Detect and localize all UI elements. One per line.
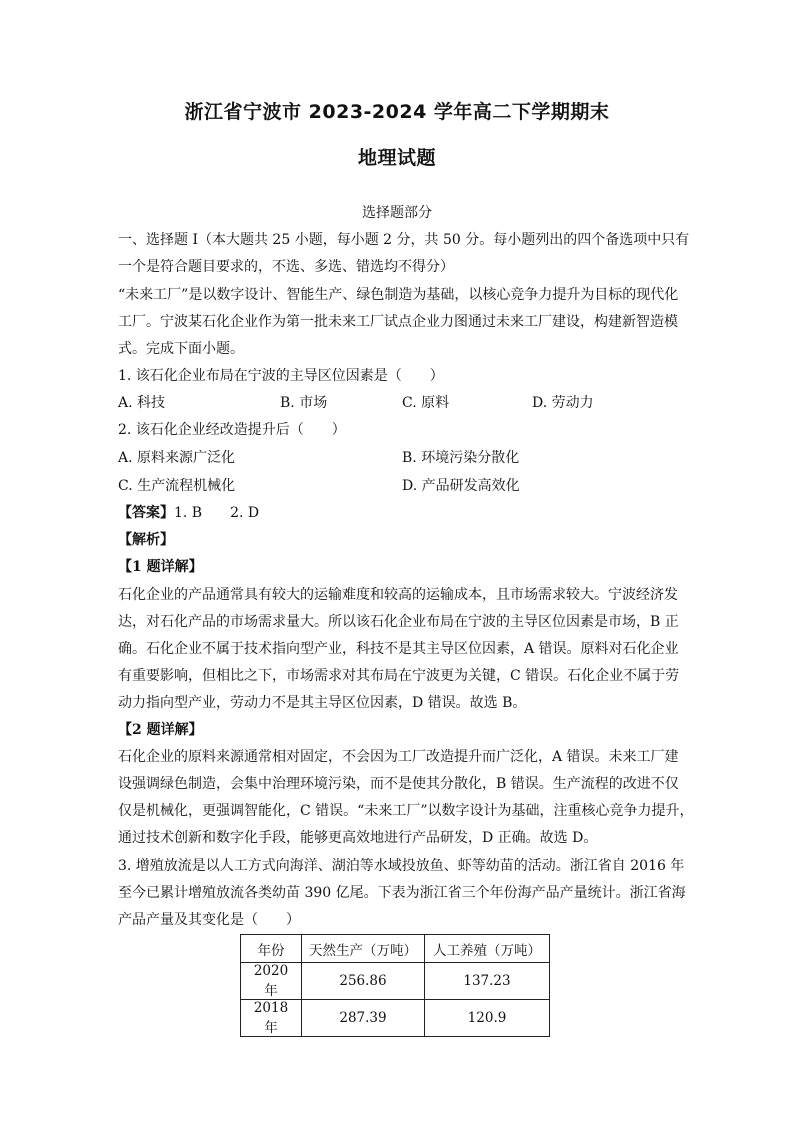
question-3-line: 产品产量及其变化是（ ）: [118, 912, 300, 928]
exam-subtitle: 地理试题: [357, 147, 436, 169]
table-header-row: [241, 935, 550, 963]
table-header-cell: 天然生产（万吨）: [302, 935, 425, 963]
instruction-line: 一个是符合题目要求的，不选、多选、错选均不得分）: [118, 259, 454, 275]
question-1-option-c: C. 原料: [402, 395, 450, 411]
analysis-label: 【解析】: [118, 532, 174, 548]
detail-1-line: 达，对石化产品的市场需求量大。所以该石化企业布局在宁波的主导区位因素是市场，B 正: [118, 614, 679, 630]
question-2-stem: 2. 该石化企业经改造提升后（ ）: [118, 422, 346, 438]
passage-line: “未来工厂”是以数字设计、智能生产、绿色制造为基础，以核心竞争力提升为目标的现代化: [118, 287, 679, 303]
detail-2-label: 【2 题详解】: [118, 722, 203, 738]
table-cell: 287.39: [302, 1000, 425, 1037]
table-cell: 2020 年: [241, 963, 302, 1000]
passage-line: 式。完成下面小题。: [118, 341, 244, 357]
detail-1-label: 【1 题详解】: [118, 559, 203, 575]
question-1-stem: 1. 该石化企业布局在宁波的主导区位因素是（ ）: [118, 368, 444, 384]
question-2-option-c: C. 生产流程机械化: [118, 478, 236, 494]
question-1-option-d: D. 劳动力: [532, 395, 594, 411]
detail-1-line: 动力指向型产业，劳动力不是其主导区位因素，D 错误。故选 B。: [118, 695, 527, 711]
answer-line: [118, 503, 259, 523]
question-2-option-a: A. 原料来源广泛化: [118, 450, 236, 466]
detail-1-line: 有重要影响，但相比之下，市场需求对其布局在宁波更为关键，C 错误。石化企业不属于劳: [118, 668, 680, 684]
detail-2-line: 石化企业的原料来源通常相对固定，不会因为工厂改造提升而广泛化，A 错误。未来工厂建: [118, 749, 679, 765]
detail-2-line: 通过技术创新和数字化手段，能够更高效地进行产品研发，D 正确。故选 D。: [118, 830, 598, 846]
table-header-cell: 人工养殖（万吨）: [425, 935, 550, 963]
answer-text: 1. B 2. D: [174, 505, 260, 521]
section-label: 选择题部分: [362, 205, 432, 221]
seafood-production-table: [240, 934, 550, 1037]
passage-line: 工厂。宁波某石化企业作为第一批未来工厂试点企业力图通过未来工厂建设，构建新智造模: [118, 314, 678, 330]
exam-title: 浙江省宁波市 2023-2024 学年高二下学期期末: [184, 101, 610, 123]
detail-2-line: 设强调绿色制造，会集中治理环境污染，而不是使其分散化，B 错误。生产流程的改进不仅: [118, 776, 679, 792]
detail-2-line: 仅是机械化，更强调智能化，C 错误。“未来工厂”以数字设计为基础，注重核心竞争力提升，: [118, 803, 694, 819]
question-3-line: 3. 增殖放流是以人工方式向海洋、湖泊等水域投放鱼、虾等幼苗的活动。浙江省自 2016 年: [118, 858, 685, 874]
question-2-option-d: D. 产品研发高效化: [402, 478, 520, 494]
question-1-option-a: A. 科技: [118, 395, 166, 411]
instruction-line: 一、选择题 I（本大题共 25 小题，每小题 2 分，共 50 分。每小题列出的四个备选项中只有: [118, 232, 690, 248]
answer-label: 【答案】: [118, 505, 174, 521]
detail-1-line: 确。石化企业不属于技术指向型产业，科技不是其主导区位因素，A 错误。原料对石化企业: [118, 641, 679, 657]
table-cell: 2018 年: [241, 1000, 302, 1037]
question-2-option-b: B. 环境污染分散化: [402, 450, 520, 466]
detail-1-line: 石化企业的产品通常具有较大的运输难度和较高的运输成本，且市场需求较大。宁波经济发: [118, 587, 678, 603]
table-row: [241, 963, 550, 1000]
question-3-line: 至今已累计增殖放流各类幼苗 390 亿尾。下表为浙江省三个年份海产品产量统计。浙江省海: [118, 885, 686, 901]
table-cell: 120.9: [425, 1000, 550, 1037]
table-cell: 137.23: [425, 963, 550, 1000]
question-1-option-b: B. 市场: [280, 395, 328, 411]
table-header-cell: 年份: [241, 935, 302, 963]
table-row: [241, 1000, 550, 1037]
table-cell: 256.86: [302, 963, 425, 1000]
